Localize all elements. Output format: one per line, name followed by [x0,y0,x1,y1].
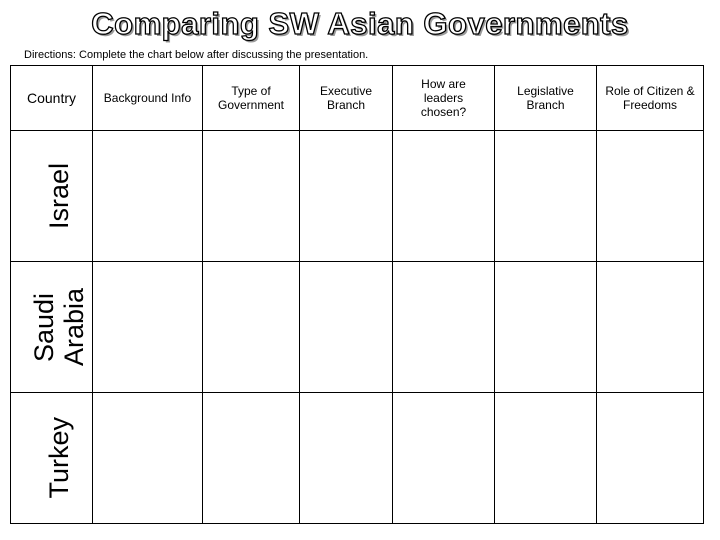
cell-israel-executive-branch[interactable] [300,131,393,262]
directions-label: Directions: [24,49,76,61]
cell-israel-background-info[interactable] [93,131,203,262]
cell-turkey-how-leaders-chosen[interactable] [393,393,495,524]
cell-israel-role-of-citizen[interactable] [597,131,704,262]
header-role-of-citizen [597,66,704,131]
cell-saudi-executive-branch[interactable] [300,262,393,393]
row-label-saudi-line2: Arabia [58,287,89,367]
header-how-leaders-chosen-label: How are leaders chosen? [420,77,467,119]
header-country: Country [11,66,93,131]
cell-saudi-how-leaders-chosen[interactable] [393,262,495,393]
cell-saudi-background-info[interactable] [93,262,203,393]
cell-israel-legislative-branch[interactable] [495,131,597,262]
header-type-of-government [203,66,300,131]
cell-israel-type-of-government[interactable] [203,131,300,262]
row-label-turkey [11,393,93,524]
cell-turkey-legislative-branch[interactable] [495,393,597,524]
row-label-turkey-text: Turkey [43,417,74,499]
cell-israel-how-leaders-chosen[interactable] [393,131,495,262]
header-role-of-citizen-label: Role of Citizen & Freedoms [605,84,695,112]
comparison-table [10,65,704,524]
row-label-israel-text: Israel [43,162,74,230]
header-legislative-branch-label: Legislative Branch [517,84,574,112]
header-type-of-government-label: Type of Government [217,84,285,112]
row-label-saudi-arabia [11,262,93,393]
cell-saudi-role-of-citizen[interactable] [597,262,704,393]
cell-turkey-background-info[interactable] [93,393,203,524]
directions-text [24,49,368,61]
cell-saudi-type-of-government[interactable] [203,262,300,393]
header-background-info: Background Info [93,66,203,131]
cell-saudi-legislative-branch[interactable] [495,262,597,393]
directions-body: Complete the chart below after discussing the presentation. [75,49,369,61]
header-executive-branch [300,66,393,131]
cell-turkey-role-of-citizen[interactable] [597,393,704,524]
header-executive-branch-label: Executive Branch [319,84,373,112]
row-label-saudi-line1: Saudi [28,292,59,362]
page-title: Comparing SW Asian Governments [91,6,629,41]
cell-turkey-type-of-government[interactable] [203,393,300,524]
cell-turkey-executive-branch[interactable] [300,393,393,524]
header-how-leaders-chosen [393,66,495,131]
header-legislative-branch [495,66,597,131]
row-label-israel [11,131,93,262]
